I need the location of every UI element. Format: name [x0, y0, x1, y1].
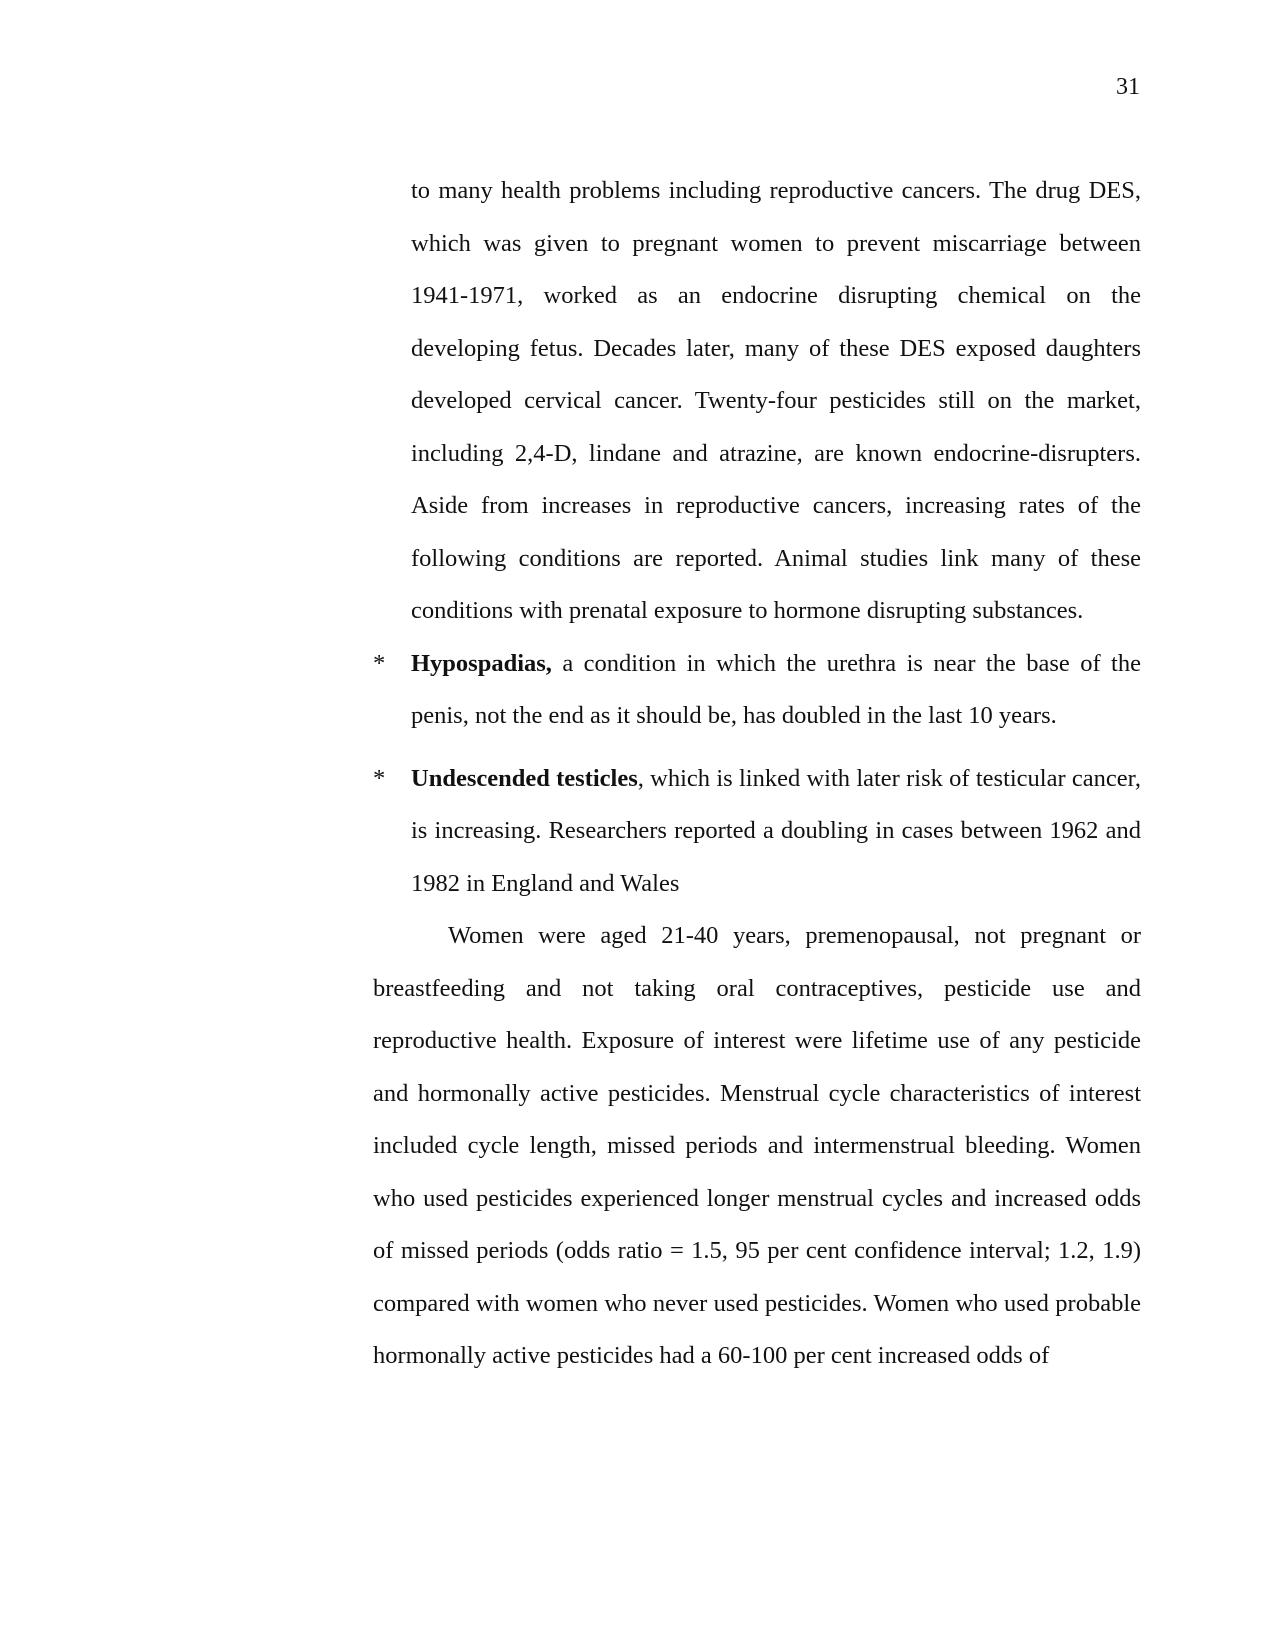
bullet-marker: *	[373, 649, 386, 677]
intro-paragraph: to many health problems including reproductive cancers. The drug DES, which was given to pregnant women to prevent miscarriage between 1941-1971, worked as an endocrine disrupting chemical on the developing fetus. Decades later, many of these DES exposed daughters developed cervical cancer. Twenty-four pesticides still on the market, including 2,4-D, lindane and atrazine, are known endocrine-disrupters. Aside from increases in reproductive cancers, increasing rates of the following conditions are reported. Animal studies link many of these conditions with prenatal exposure to hormone disrupting substances.	[411, 177, 1141, 624]
bullet-term: Undescended testicles	[411, 764, 638, 792]
page-number: 31	[1116, 74, 1140, 100]
bullet-item-undescended-testicles	[373, 753, 1141, 911]
bullet-text: , which is linked with later risk of testicular cancer, is increasing. Researchers reported a doubling in cases between 1962 and 1982 in England and Wales	[411, 764, 1141, 897]
bullet-text: a condition in which the urethra is near the base of the penis, not the end as it should be, has doubled in the last 10 years.	[411, 649, 1141, 729]
bullet-item-hypospadias	[373, 638, 1141, 743]
bullet-term: Hypospadias,	[411, 649, 552, 677]
page-content	[373, 165, 1141, 1383]
body-paragraph: Women were aged 21-40 years, premenopausal, not pregnant or breastfeeding and not taking oral contraceptives, pesticide use and reproductive health. Exposure of interest were lifetime use of any pesticide and hormonally active pesticides. Menstrual cycle characteristics of interest included cycle length, missed periods and intermenstrual bleeding. Women who used pesticides experienced longer menstrual cycles and increased odds of missed periods (odds ratio = 1.5, 95 per cent confidence interval; 1.2, 1.9) compared with women who never used pesticides. Women who used probable hormonally active pesticides had a 60-100 per cent increased odds of	[373, 922, 1141, 1369]
bullet-marker: *	[373, 764, 386, 792]
